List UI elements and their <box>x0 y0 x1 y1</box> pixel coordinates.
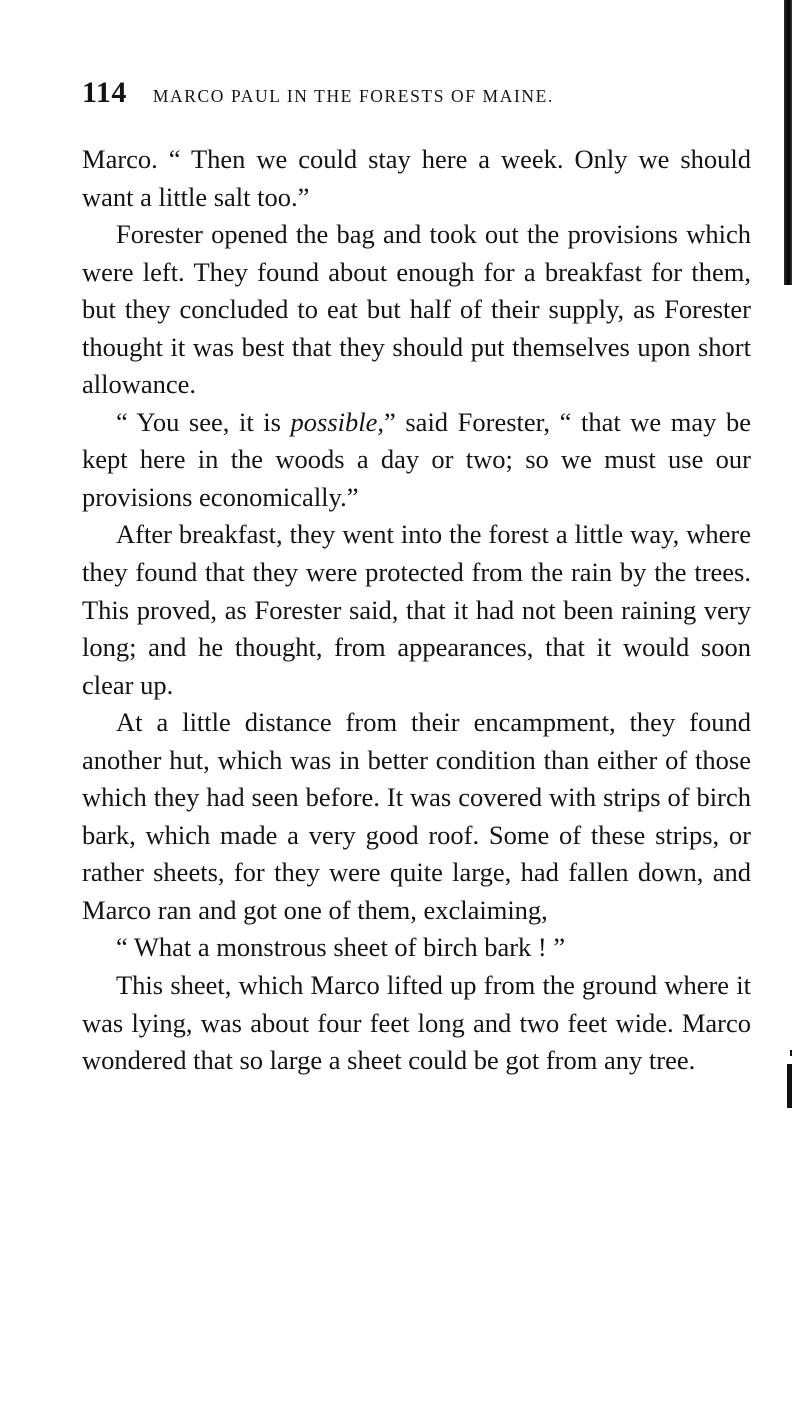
paragraph-text: ” said Forester, “ that we may be kept here in the woods a day or two; so we must use our provisions economically.” <box>82 406 751 512</box>
paragraph-exclamation: “ What a monstrous sheet of birch bark ! ” <box>116 932 566 963</box>
paragraph-text: “ You see, it is <box>116 406 291 437</box>
scan-edge-mark <box>787 1064 792 1108</box>
running-head <box>82 76 722 120</box>
paragraph: Forester opened the bag and took out the provisions which were left. They found about enough for a breakfast for them, but they concluded to eat but half of their supply, as Forester thought it was best that they should put themselves upon short allowance. <box>82 219 751 400</box>
scan-edge-shadow <box>784 0 792 285</box>
emphasized-word: possible, <box>290 406 385 437</box>
scan-edge-speck <box>790 1050 792 1056</box>
paragraph-dialogue <box>82 404 751 517</box>
paragraph: After breakfast, they went into the forest a little way, where they found that they were protected from the rain by the trees. This proved, as Forester said, that it had not been raining very long; and he thought, from appearances, that it would soon clear up. <box>82 519 751 700</box>
body-text <box>82 141 751 1080</box>
paragraph: This sheet, which Marco lifted up from the ground where it was lying, was about four feet long and two feet wide. Marco wondered that so large a sheet could be got from any tree. <box>82 970 751 1076</box>
running-title: MARCO PAUL IN THE FORESTS OF MAINE. <box>152 86 554 106</box>
paragraph-continued: Marco. “ Then we could stay here a week. Only we should want a little salt too.” <box>82 144 751 212</box>
page-number: 114 <box>82 76 127 109</box>
paragraph: At a little distance from their encampment, they found another hut, which was in better condition than either of those which they had seen before. It was covered with strips of birch bark, which made a very good roof. Some of these strips, or rather sheets, for they were quite large, had fallen down, and Marco ran and got one of them, exclaiming, <box>82 707 751 925</box>
